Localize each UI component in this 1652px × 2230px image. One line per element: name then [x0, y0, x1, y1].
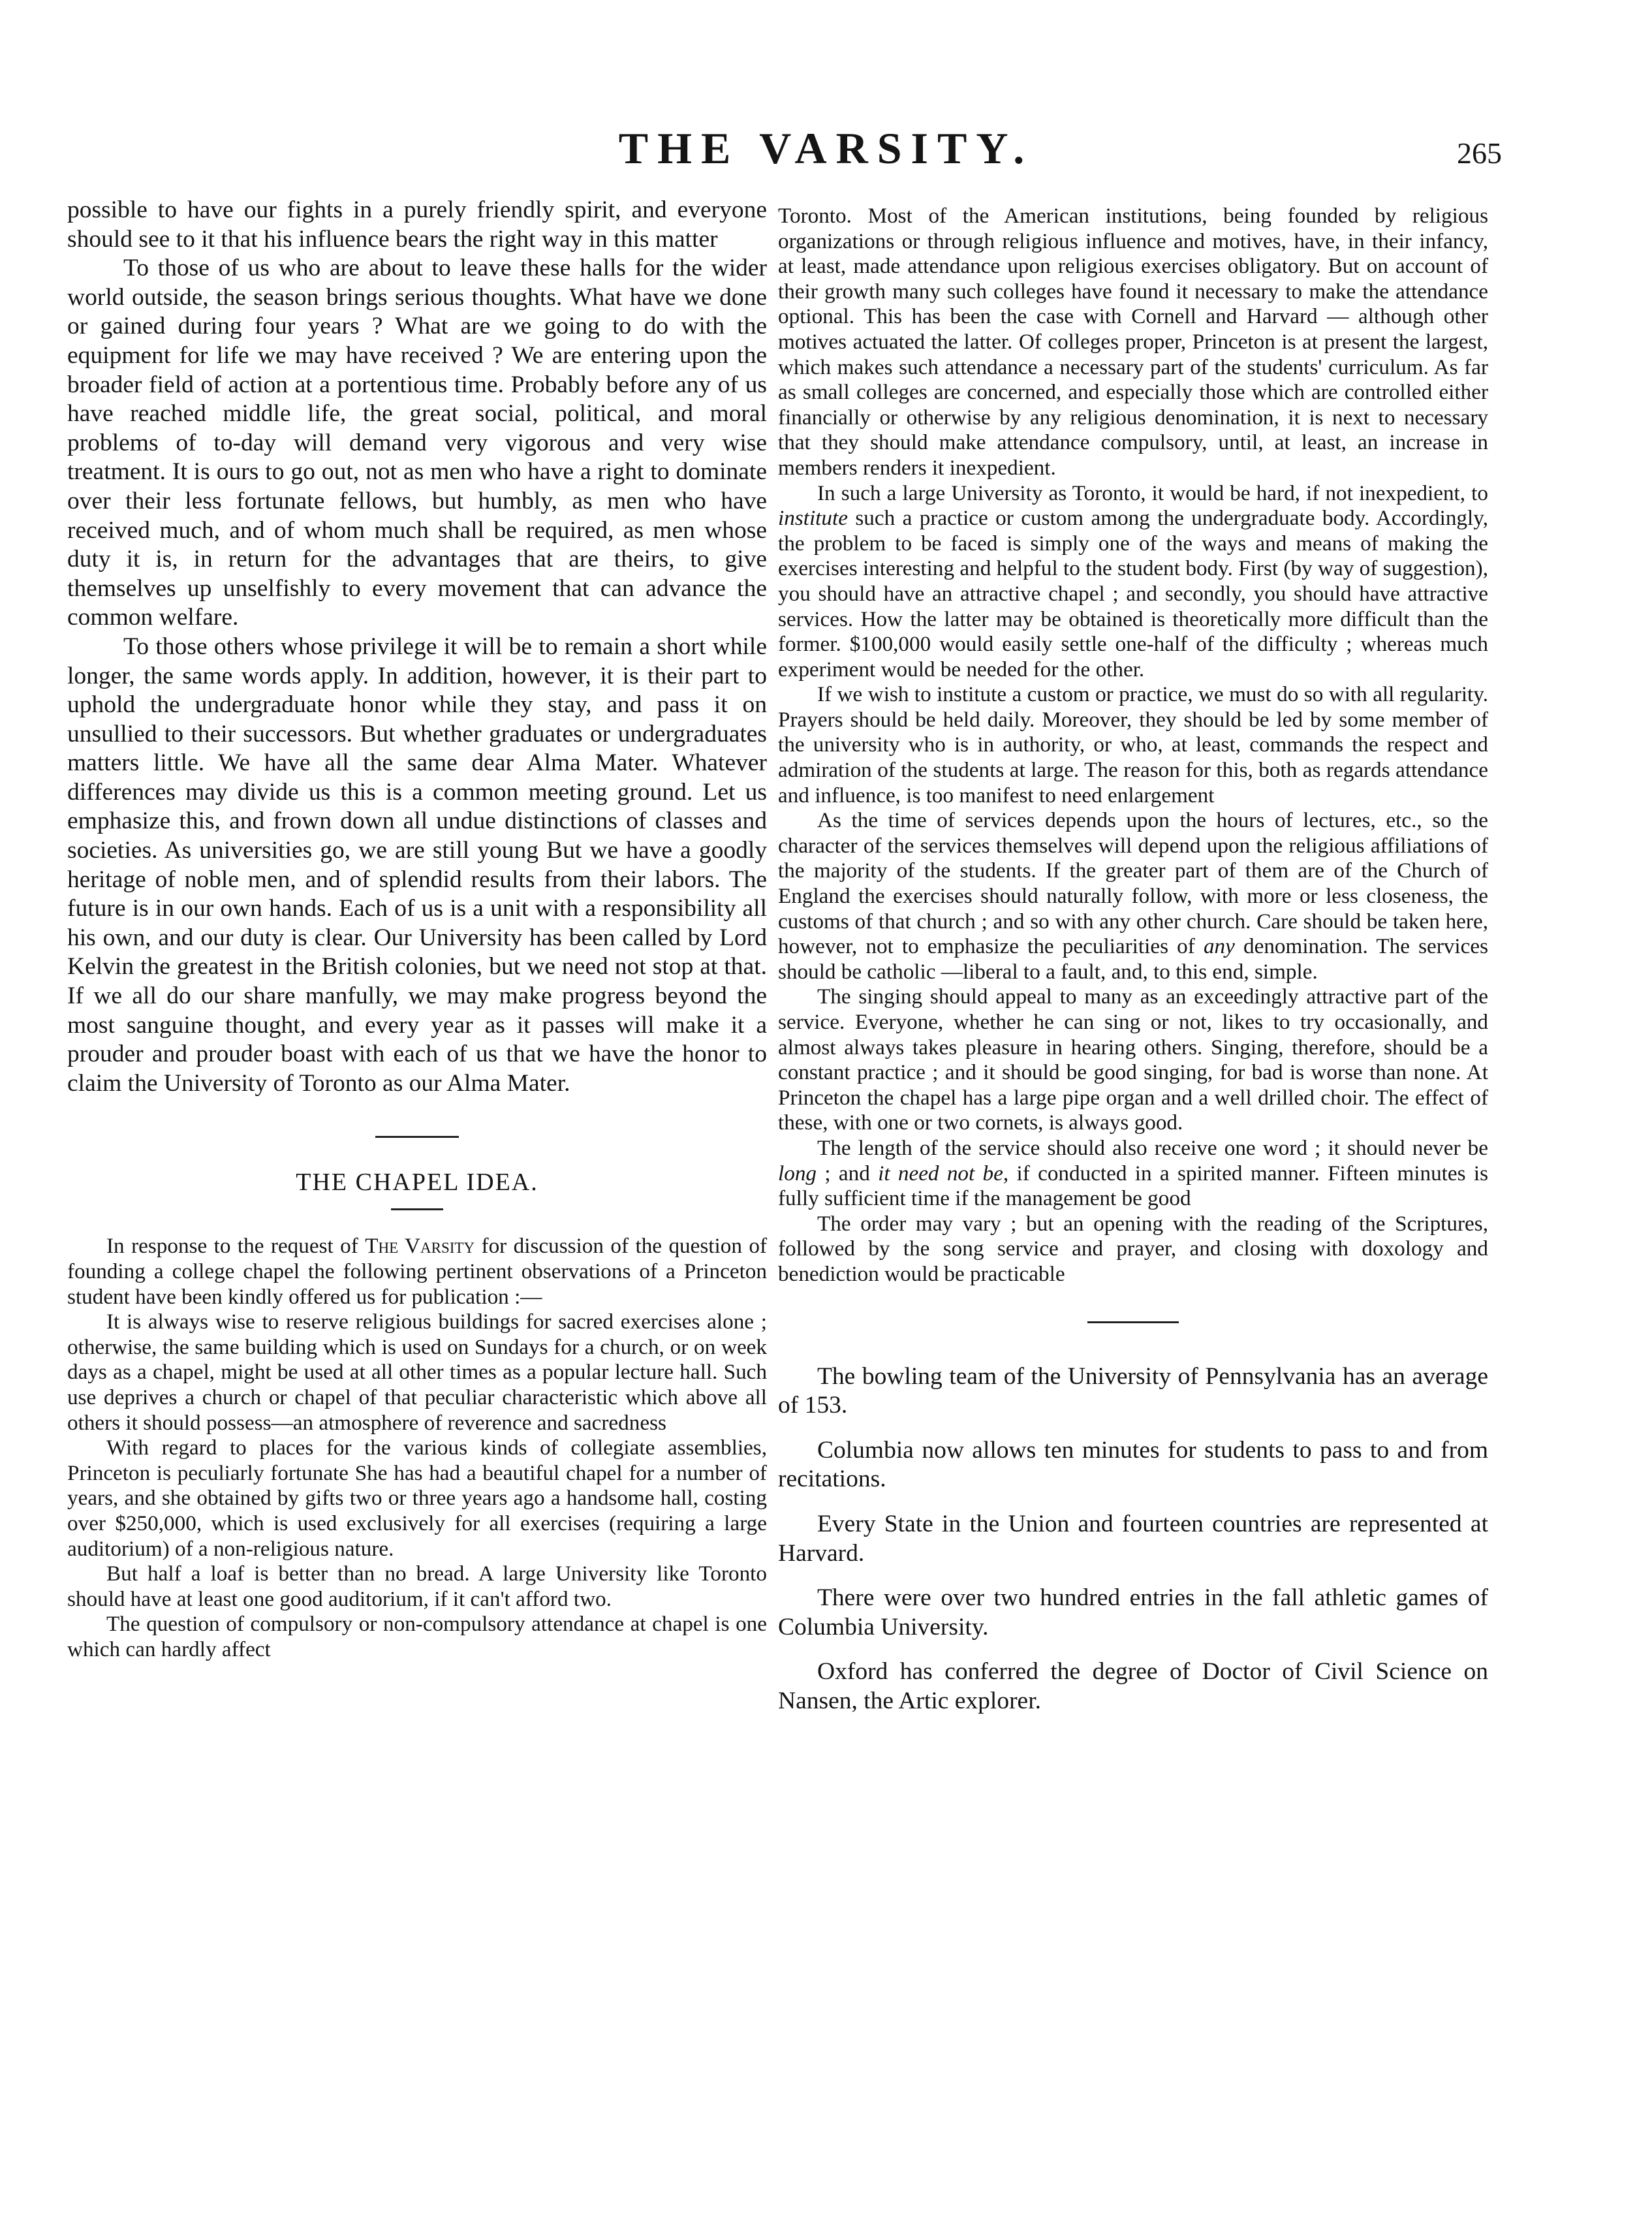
- chapel-paragraph: If we wish to institute a custom or practice, we must do so with all regularity. Prayers should be held daily. Moreover, they should be led by some member of the university who is in authority, or who, at least, commands the respect and admiration of the students at large. The reason for this, both as regards attendance and influence, is too manifest to need enlargement: [778, 682, 1488, 808]
- news-item: Every State in the Union and fourteen countries are represented at Harvard.: [778, 1510, 1488, 1567]
- news-item: Columbia now allows ten minutes for students to pass to and from recitations.: [778, 1436, 1488, 1493]
- news-item: The bowling team of the University of Pennsylvania has an average of 153.: [778, 1362, 1488, 1419]
- chapel-paragraph: As the time of services depends upon the hours of lectures, etc., so the character of the services themselves will depend upon the religious affiliations of the majority of the students. If the greater part of them are of the Church of England the exercises should naturally follow, with more or less closeness, the customs of that church ; and so with any other church. Care should be taken here, however, not to emphasize the peculiarities of any denomination. The services should be catholic —liberal to a fault, and, to this end, simple.: [778, 808, 1488, 984]
- paragraph-remaining-students: To those others whose privilege it will be to remain a short while longer, the same words apply. In addition, however, it is their part to uphold the undergraduate honor while they stay, and pass it on unsullied to their successors. But whether graduates or undergraduates matters little. We have all the same dear Alma Mater. Whatever differences may divide us this is a common meeting ground. Let us emphasize this, and frown down all undue distinctions of classes and societies. As universities go, we are still young But we have a goodly heritage of noble men, and of splendid results from their labors. The future is in our own hands. Each of us is a unit with a responsibility all his own, and our duty is clear. Our University has been called by Lord Kelvin the greatest in the British colonies, but we need not stop at that. If we all do our share manfully, we may make progress beyond the most sanguine thought, and every year as it passes will make it a prouder and prouder boast with each of us that we have the honor to claim the University of Toronto as our Alma Mater.: [67, 633, 767, 1097]
- chapel-paragraph: In such a large University as Toronto, it would be hard, if not inexpedient, to institute such a practice or custom among the undergraduate body. Accordingly, the problem to be faced is simply one of the ways and means of making the exercises interesting and helpful to the student body. First (by way of suggestion), you should have an attractive chapel ; and secondly, you should have attractive services. How the latter may be obtained is theoretically more difficult than the former. $100,000 would easily settle one-half of the difficulty ; whereas much experiment would be needed for the other.: [778, 480, 1488, 682]
- news-item: Oxford has conferred the degree of Doctor of Civil Science on Nansen, the Artic explorer.: [778, 1658, 1488, 1714]
- paragraph-leaving-graduates: To those of us who are about to leave these halls for the wider world outside, the season brings serious thoughts. What have we done or gained during four years ? What are we going to do with the equipment for life we may have received ? We are entering upon the broader field of action at a portentious time. Probably before any of us have reached middle life, the great social, political, and moral problems of to-day will demand very vigorous and very wise treatment. It is ours to go out, not as men who have a right to dominate over their less fortunate fellows, but humbly, as men who have received much, and of whom much shall be required, as men whose duty it is, in return for the advantages that are theirs, to give themselves up unselfishly to every movement that can advance the common welfare.: [67, 255, 767, 631]
- chapel-paragraph: The question of compulsory or non-compulsory attendance at chapel is one which can hardly affect: [67, 1612, 767, 1661]
- continued-paragraph-right: Toronto. Most of the American institutions, being founded by religious organizations or through religious influence and motives, have, in their infancy, at least, made attendance upon religious exercises obligatory. But on account of their growth many such colleges have found it necessary to make the attendance optional. This has been the case with Cornell and Harvard — although other motives actuated the latter. Of colleges proper, Princeton is at present the largest, which makes such attendance a necessary part of the students' curriculum. As far as small colleges are concerned, and especially those which are controlled either financially or otherwise by any religious denomination, it is next to necessary that they should make attendance compulsory, until, at least, an increase in members renders it inexpedient.: [778, 204, 1488, 480]
- page-number: 265: [1457, 136, 1502, 170]
- heading-underline: [391, 1208, 443, 1210]
- left-column: [67, 196, 767, 1663]
- chapel-paragraph: With regard to places for the various kinds of collegiate assemblies, Princeton is peculiarly fortunate She has had a beautiful chapel for a number of years, and she obtained by gifts two or three years ago a handsome hall, costing over $250,000, which is used exclusively for all exercises (requiring a large auditorium) of a non-religious nature.: [67, 1436, 767, 1561]
- chapel-paragraph: But half a loaf is better than no bread. A large University like Toronto should have at least one good auditorium, if it can't afford two.: [67, 1562, 767, 1611]
- chapel-paragraph: The order may vary ; but an opening with the reading of the Scriptures, followed by the song service and prayer, and closing with doxology and benediction would be practicable: [778, 1211, 1488, 1286]
- chapel-paragraph: It is always wise to reserve religious buildings for sacred exercises alone ; otherwise, the same building which is used on Sundays for a church, or on week days as a chapel, might be used at all other times as a popular lecture hall. Such use deprives a church or chapel of that peculiar characteristic which above all others it should possess—an atmosphere of reverence and sacredness: [67, 1310, 767, 1435]
- chapel-paragraph: The length of the service should also receive one word ; it should never be long ; and it need not be, if conducted in a spirited manner. Fifteen minutes is fully sufficient time if the management be good: [778, 1135, 1488, 1211]
- section-divider: [1087, 1321, 1179, 1323]
- chapel-paragraph: The singing should appeal to many as an exceedingly attractive part of the service. Everyone, whether he can sing or not, likes to try occasionally, and almost always takes pleasure in hearing others. Singing, therefore, should be a constant practice ; and it should be good singing, for bad is worse than none. At Princeton the chapel has a large pipe organ and a well drilled choir. The effect of these, with one or two cornets, is always good.: [778, 984, 1488, 1135]
- masthead-title: THE VARSITY.: [618, 123, 1034, 173]
- section-heading: THE CHAPEL IDEA.: [296, 1169, 538, 1197]
- continued-paragraph-left: possible to have our fights in a purely friendly spirit, and everyone should see to it that his influence bears the right way in this matter: [67, 196, 767, 253]
- news-item: There were over two hundred entries in the fall athletic games of Columbia University.: [778, 1584, 1488, 1641]
- chapel-intro: In response to the request of The Varsity for discussion of the question of founding a college chapel the following pertinent observations of a Princeton student have been kindly offered us for publication :—: [67, 1234, 768, 1309]
- right-column: [778, 204, 1488, 1716]
- section-divider: [375, 1136, 459, 1138]
